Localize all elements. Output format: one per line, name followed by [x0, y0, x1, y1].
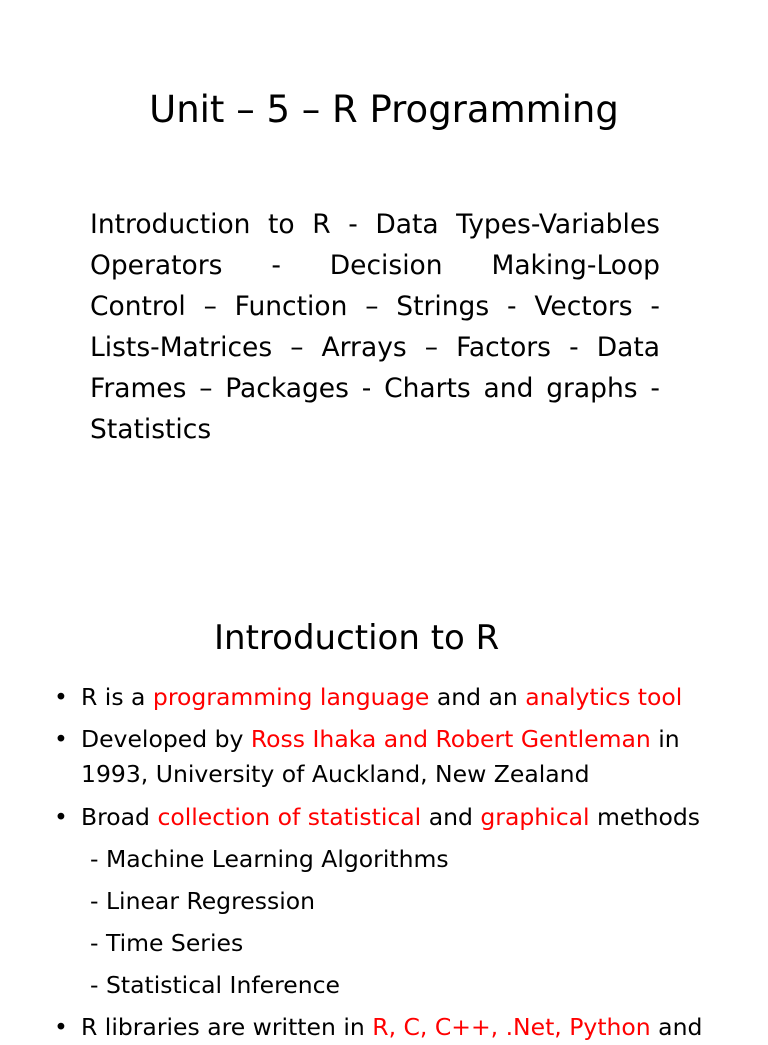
bullet-marker: •: [54, 1013, 68, 1041]
topics-line: [90, 204, 660, 245]
topic-word: Statistics: [90, 414, 212, 445]
bullet-text-segment: and: [421, 803, 481, 831]
highlighted-term: programming language: [152, 683, 430, 711]
topic-word: R: [312, 209, 331, 240]
bullet-text-segment: and an: [429, 683, 526, 711]
topic-word: to: [268, 209, 295, 240]
topic-word: Arrays: [321, 332, 407, 363]
highlighted-term: R, C, C++, .Net, Python: [372, 1013, 651, 1041]
topic-word: Operators: [90, 250, 223, 281]
bullet-text-segment: and: [650, 1013, 703, 1041]
topic-word: -: [650, 291, 660, 322]
bullet-marker: •: [54, 725, 68, 753]
slide-title: Introduction to R: [214, 618, 500, 658]
topic-word: Data: [375, 209, 439, 240]
sub-item: - Linear Regression: [90, 887, 315, 915]
highlighted-term: analytics tool: [525, 683, 683, 711]
bullet-text-segment: in: [650, 725, 680, 753]
bullet-text-segment: Developed by: [81, 725, 251, 753]
topic-word: Vectors: [534, 291, 633, 322]
topics-line: [90, 409, 660, 450]
topics-line: [90, 245, 660, 286]
highlighted-term: Ross Ihaka and Robert Gentleman: [250, 725, 651, 753]
topic-word: -: [569, 332, 579, 363]
sub-item: - Statistical Inference: [90, 971, 340, 999]
topic-word: Decision: [329, 250, 443, 281]
topics-line: [90, 286, 660, 327]
slide-introduction-to-r: [0, 580, 768, 1041]
topics-paragraph: [90, 204, 660, 450]
bullet-text-segment: R is a: [81, 683, 153, 711]
bullet-marker: •: [54, 803, 68, 831]
topic-word: graphs: [546, 373, 638, 404]
bullet-text: [81, 1010, 734, 1045]
topic-word: –: [424, 332, 438, 363]
highlighted-term: graphical: [480, 803, 590, 831]
topic-word: -: [271, 250, 281, 281]
topic-word: Types-Variables: [456, 209, 660, 240]
topic-word: Strings: [396, 291, 490, 322]
topic-word: –: [199, 373, 213, 404]
topic-word: Control: [90, 291, 186, 322]
highlighted-term: collection of statistical: [157, 803, 422, 831]
topic-word: Charts: [384, 373, 471, 404]
slide-title: Unit – 5 – R Programming: [149, 88, 619, 131]
bullet-continuation: 1993, University of Auckland, New Zealand: [81, 760, 590, 788]
bullet-text: [81, 800, 734, 835]
topic-word: –: [290, 332, 304, 363]
sub-item: - Time Series: [90, 929, 244, 957]
topic-word: -: [348, 209, 358, 240]
topic-word: Factors: [456, 332, 551, 363]
slide-unit-5: [0, 0, 768, 520]
bullet-text: [81, 680, 734, 715]
topics-line: [90, 327, 660, 368]
topic-word: –: [365, 291, 379, 322]
bullet-text: [81, 722, 734, 792]
topic-word: Making-Loop: [491, 250, 660, 281]
bullet-text-segment: R libraries are written in: [81, 1013, 373, 1041]
topic-word: Function: [234, 291, 348, 322]
topic-word: Packages: [225, 373, 349, 404]
topic-word: and: [483, 373, 534, 404]
topic-word: –: [203, 291, 217, 322]
topic-word: Lists-Matrices: [90, 332, 273, 363]
sub-item: - Machine Learning Algorithms: [90, 845, 449, 873]
topic-word: Introduction: [90, 209, 251, 240]
topics-line: [90, 368, 660, 409]
topic-word: -: [506, 291, 517, 322]
bullet-text-segment: Broad: [81, 803, 158, 831]
topic-word: Data: [596, 332, 660, 363]
topic-word: -: [361, 373, 372, 404]
topic-word: -: [650, 373, 660, 404]
topic-word: Frames: [90, 373, 187, 404]
bullet-marker: •: [54, 683, 68, 711]
bullet-text-segment: methods: [589, 803, 701, 831]
